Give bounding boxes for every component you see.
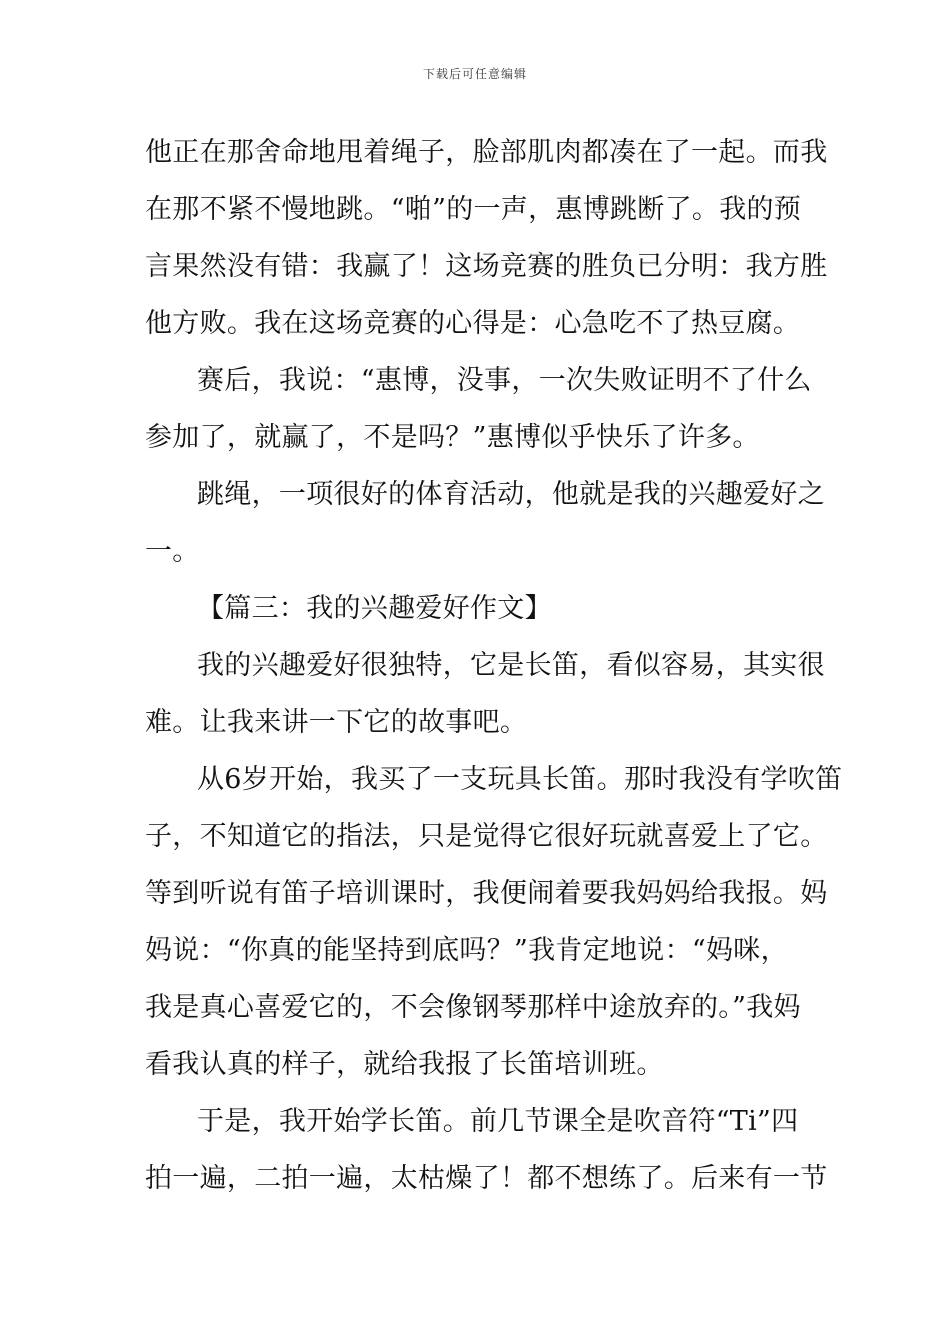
- text-line-3: 言果然没有错：我赢了！这场竞赛的胜负已分明：我方胜: [145, 251, 828, 282]
- text-line-15: 妈说：“你真的能坚持到底吗？”我肯定地说：“妈咪，: [145, 935, 788, 966]
- text-line-19: 拍一遍，二拍一遍，太枯燥了！都不想练了。后来有一节: [145, 1163, 828, 1194]
- text-line-17: 看我认真的样子，就给我报了长笛培训班。: [145, 1049, 664, 1080]
- section-heading: 【篇三：我的兴趣爱好作文】: [197, 593, 552, 624]
- text-line-8: 一。: [145, 536, 200, 567]
- text-line-18: 于是，我开始学长笛。前几节课全是吹音符“Ti”四: [197, 1106, 799, 1137]
- text-line-16: 我是真心喜爱它的，不会像钢琴那样中途放弃的。”我妈: [145, 992, 801, 1023]
- text-line-7: 跳绳，一项很好的体育活动，他就是我的兴趣爱好之: [197, 479, 825, 510]
- page-header: 下载后可任意编辑: [422, 67, 527, 81]
- text-line-6: 参加了，就赢了，不是吗？”惠博似乎快乐了许多。: [145, 422, 760, 453]
- text-line-14: 等到听说有笛子培训课时，我便闹着要我妈妈给我报。妈: [145, 878, 828, 909]
- text-line-5: 赛后，我说：“惠博，没事，一次失败证明不了什么: [197, 365, 812, 396]
- text-line-13: 子，不知道它的指法，只是觉得它很好玩就喜爱上了它。: [145, 821, 828, 852]
- text-line-12: 从6岁开始，我买了一支玩具长笛。那时我没有学吹笛: [197, 764, 843, 795]
- text-line-11: 难。让我来讲一下它的故事吧。: [145, 707, 528, 738]
- text-line-10: 我的兴趣爱好很独特，它是长笛，看似容易，其实很: [197, 650, 825, 681]
- text-line-1: 他正在那舍命地甩着绳子，脸部肌肉都凑在了一起。而我: [145, 137, 828, 168]
- text-line-2: 在那不紧不慢地跳。“啪”的一声，惠博跳断了。我的预: [145, 194, 802, 225]
- text-line-4: 他方败。我在这场竞赛的心得是：心急吃不了热豆腐。: [145, 308, 801, 339]
